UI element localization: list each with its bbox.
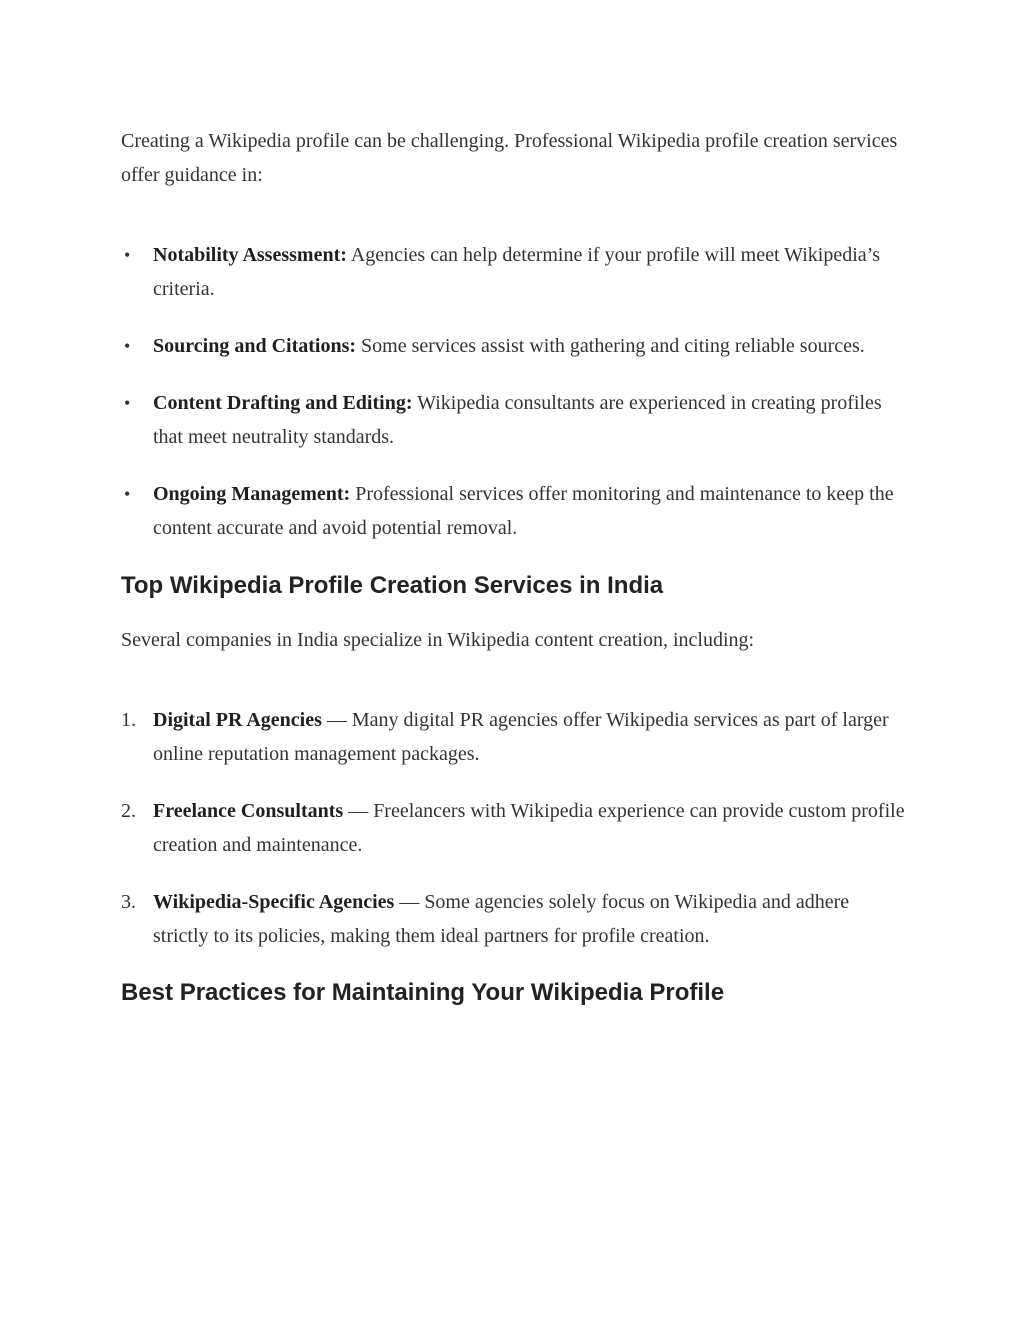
item-text: Wikipedia consultants are experienced in creating profiles that meet neutrality standards. xyxy=(153,392,882,448)
item-text: — Some agencies solely focus on Wikipedia and adhere strictly to its policies, making them ideal partners for profile creation. xyxy=(153,891,850,947)
item-term: Ongoing Management: xyxy=(153,483,351,505)
guidance-bullet-list xyxy=(121,238,906,545)
item-term: Digital PR Agencies xyxy=(153,709,322,731)
services-numbered-list xyxy=(121,703,906,953)
item-text: Agencies can help determine if your profile will meet Wikipedia’s criteria. xyxy=(153,244,880,300)
list-item xyxy=(121,386,906,454)
list-item xyxy=(121,885,906,953)
item-term: Content Drafting and Editing: xyxy=(153,392,413,414)
section-heading-best-practices: Best Practices for Maintaining Your Wikipedia Profile xyxy=(121,979,725,1006)
item-text: — Freelancers with Wikipedia experience can provide custom profile creation and maintenance. xyxy=(153,800,905,856)
item-term: Notability Assessment: xyxy=(153,244,347,266)
list-item xyxy=(121,477,906,545)
section-lead-paragraph: Several companies in India specialize in Wikipedia content creation, including: xyxy=(121,629,755,651)
item-text: Professional services offer monitoring and maintenance to keep the content accurate and avoid potential removal. xyxy=(153,483,894,539)
list-item xyxy=(121,238,906,306)
list-item xyxy=(121,703,906,771)
list-number: 1. xyxy=(121,709,136,731)
document-page xyxy=(121,124,906,1010)
item-text: Some services assist with gathering and citing reliable sources. xyxy=(356,335,865,357)
list-number: 3. xyxy=(121,891,136,913)
section-heading-top-services: Top Wikipedia Profile Creation Services in India xyxy=(121,572,664,599)
list-number: 2. xyxy=(121,800,136,822)
list-item xyxy=(121,329,906,363)
item-term: Sourcing and Citations: xyxy=(153,335,357,357)
intro-paragraph: Creating a Wikipedia profile can be challenging. Professional Wikipedia profile creation services offer guidance in: xyxy=(121,130,898,186)
item-term: Freelance Consultants xyxy=(153,800,344,822)
item-text: — Many digital PR agencies offer Wikipedia services as part of larger online reputation management packages. xyxy=(153,709,889,765)
list-item xyxy=(121,794,906,862)
item-term: Wikipedia-Specific Agencies xyxy=(153,891,395,913)
